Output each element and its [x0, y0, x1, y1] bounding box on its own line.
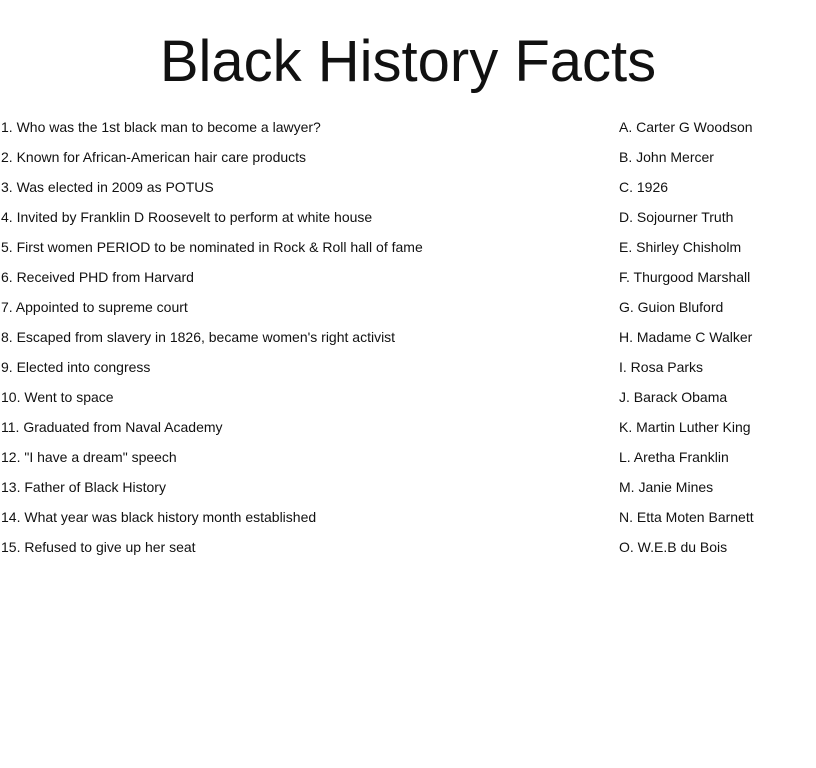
question-item: 15. Refused to give up her seat	[1, 539, 196, 555]
answer-item: A. Carter G Woodson	[619, 119, 753, 135]
answer-item: M. Janie Mines	[619, 479, 714, 495]
answer-item: K. Martin Luther King	[619, 419, 751, 435]
question-item: 5. First women PERIOD to be nominated in Rock & Roll hall of fame	[1, 239, 423, 255]
answer-item: F. Thurgood Marshall	[619, 269, 751, 285]
questions-list	[1, 116, 601, 566]
answer-item: B. John Mercer	[619, 149, 714, 165]
question-item: 10. Went to space	[1, 389, 114, 405]
answer-item: N. Etta Moten Barnett	[619, 509, 754, 525]
answer-item: E. Shirley Chisholm	[619, 239, 742, 255]
question-item: 12. "I have a dream" speech	[1, 449, 177, 465]
question-item: 4. Invited by Franklin D Roosevelt to perform at white house	[1, 209, 373, 225]
question-item: 14. What year was black history month established	[1, 509, 317, 525]
answer-item: L. Aretha Franklin	[619, 449, 729, 465]
question-item: 1. Who was the 1st black man to become a lawyer?	[1, 119, 321, 135]
answer-item: J. Barack Obama	[619, 389, 728, 405]
question-item: 3. Was elected in 2009 as POTUS	[1, 179, 214, 195]
question-item: 6. Received PHD from Harvard	[1, 269, 194, 285]
answer-item: D. Sojourner Truth	[619, 209, 734, 225]
answers-list	[619, 116, 815, 566]
page-title: Black History Facts	[159, 29, 657, 94]
question-item: 13. Father of Black History	[1, 479, 166, 495]
answer-item: O. W.E.B du Bois	[619, 539, 728, 555]
answer-item: G. Guion Bluford	[619, 299, 724, 315]
answer-item: H. Madame C Walker	[619, 329, 753, 345]
answer-item: C. 1926	[619, 179, 669, 195]
question-item: 11. Graduated from Naval Academy	[1, 419, 223, 435]
answer-item: I. Rosa Parks	[619, 359, 704, 375]
question-item: 8. Escaped from slavery in 1826, became women's right activist	[1, 329, 396, 345]
question-item: 2. Known for African-American hair care products	[1, 149, 307, 165]
question-item: 9. Elected into congress	[1, 359, 151, 375]
question-item: 7. Appointed to supreme court	[1, 299, 188, 315]
